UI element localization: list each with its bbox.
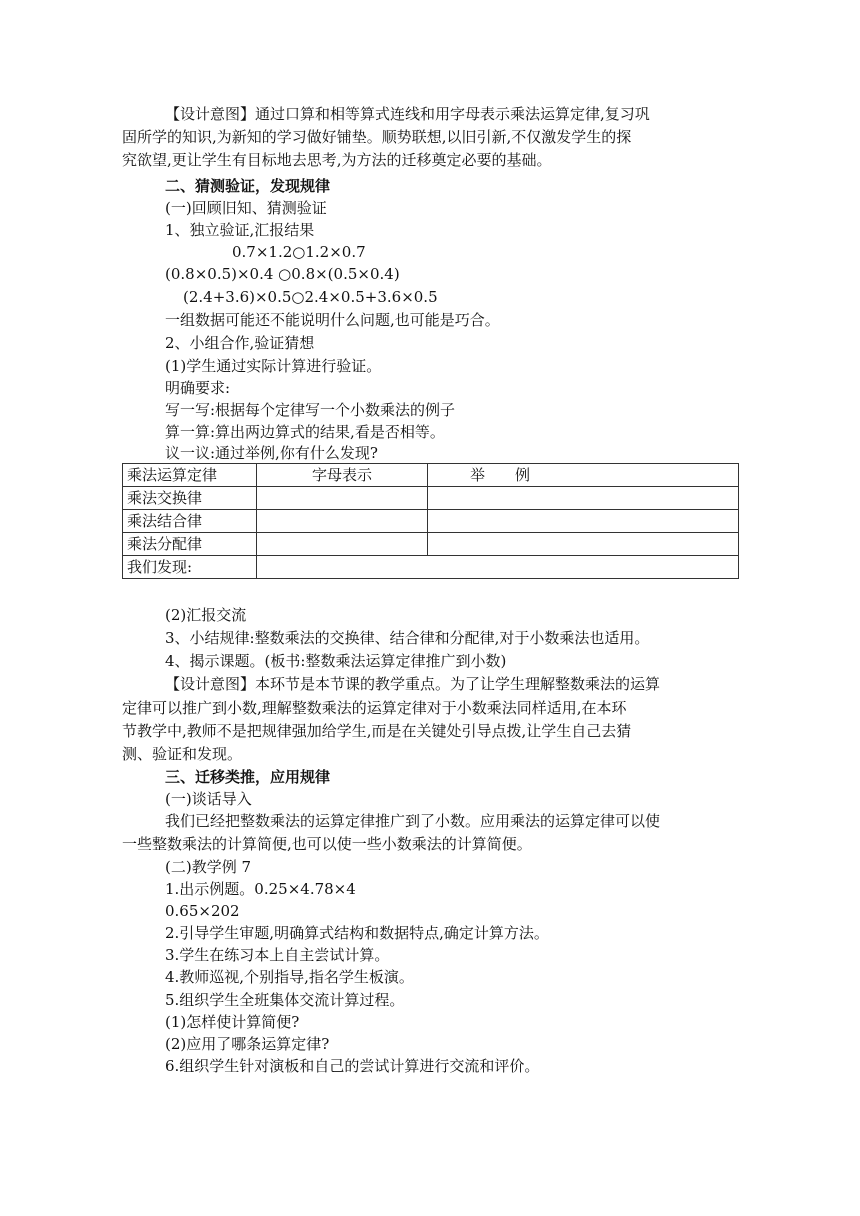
table-header-cell: 乘法运算定律 xyxy=(123,464,257,487)
table-row xyxy=(123,487,739,510)
design-intent-line-2: 固所学的知识,为新知的学习做好铺垫。顺势联想,以旧引新,不仅激发学生的探 xyxy=(122,128,632,146)
table-header-cell: 举 例 xyxy=(428,464,739,487)
table-row xyxy=(123,533,739,556)
step-1: 1、独立验证,汇报结果 xyxy=(165,221,315,239)
table-footer-cell xyxy=(257,556,739,579)
question-2: (2)应用了哪条运算定律? xyxy=(165,1035,330,1053)
step-2: 2、小组合作,验证猜想 xyxy=(165,334,315,352)
table-row xyxy=(123,510,739,533)
table-footer-label: 我们发现: xyxy=(123,556,257,579)
subsection-talk: (一)谈话导入 xyxy=(165,790,252,808)
report-exchange: (2)汇报交流 xyxy=(165,606,247,624)
requirements-label: 明确要求: xyxy=(165,379,231,397)
design-intent-2-line-3: 节教学中,教师不是把规律强加给学生,而是在关键处引导点拨,让学生自己去猜 xyxy=(122,722,632,740)
table-row-label: 乘法交换律 xyxy=(123,487,257,510)
talk-line-2: 一些整数乘法的计算简便,也可以使一些小数乘法的计算简便。 xyxy=(122,835,532,853)
example-step-2: 2.引导学生审题,明确算式结构和数据特点,确定计算方法。 xyxy=(165,924,549,942)
law-table xyxy=(122,463,739,579)
example-step-5: 5.组织学生全班集体交流计算过程。 xyxy=(165,991,405,1009)
table-header-row xyxy=(123,464,739,487)
table-cell-empty xyxy=(428,510,739,533)
design-intent-line-3: 究欲望,更让学生有目标地去思考,为方法的迁移奠定必要的基础。 xyxy=(122,151,552,169)
design-intent-line-1: 【设计意图】通过口算和相等算式连线和用字母表示乘法运算定律,复习巩 xyxy=(165,105,650,123)
table-footer-row xyxy=(123,556,739,579)
design-intent-2-line-1: 【设计意图】本环节是本节课的教学重点。为了让学生理解整数乘法的运算 xyxy=(165,675,661,693)
table-cell-empty xyxy=(257,533,428,556)
section-heading-2: 二、猜测验证，发现规律 xyxy=(165,177,331,195)
table-cell-empty xyxy=(428,487,739,510)
expression-2: (0.8×0.5)×0.4 ○0.8×(0.5×0.4) xyxy=(165,265,400,283)
note-coincidence: 一组数据可能还不能说明什么问题,也可能是巧合。 xyxy=(165,311,500,329)
section-heading-3: 三、迁移类推，应用规律 xyxy=(165,768,331,786)
requirement-calc: 算一算:算出两边算式的结果,看是否相等。 xyxy=(165,423,445,441)
subsection-1: (一)回顾旧知、猜测验证 xyxy=(165,199,327,217)
design-intent-2-line-2: 定律可以推广到小数,理解整数乘法的运算定律对于小数乘法同样适用,在本环 xyxy=(122,699,627,717)
step-3-summary: 3、小结规律:整数乘法的交换律、结合律和分配律,对于小数乘法也适用。 xyxy=(165,629,650,647)
requirement-write: 写一写:根据每个定律写一个小数乘法的例子 xyxy=(165,401,456,419)
table-cell-empty xyxy=(428,533,739,556)
table-row-label: 乘法结合律 xyxy=(123,510,257,533)
example-step-1: 1.出示例题。0.25×4.78×4 xyxy=(165,880,356,898)
requirement-discuss: 议一议:通过举例,你有什么发现? xyxy=(165,444,378,462)
example-expression-2: 0.65×202 xyxy=(165,902,240,920)
expression-3: (2.4+3.6)×0.5○2.4×0.5+3.6×0.5 xyxy=(183,288,438,306)
subsection-example-7: (二)教学例 7 xyxy=(165,858,252,876)
example-step-3: 3.学生在练习本上自主尝试计算。 xyxy=(165,946,390,964)
table-cell-empty xyxy=(257,510,428,533)
table-header-cell: 字母表示 xyxy=(257,464,428,487)
example-step-6: 6.组织学生针对演板和自己的尝试计算进行交流和评价。 xyxy=(165,1057,540,1075)
question-1: (1)怎样使计算简便? xyxy=(165,1013,300,1031)
talk-line-1: 我们已经把整数乘法的运算定律推广到了小数。应用乘法的运算定律可以使 xyxy=(165,812,661,830)
example-step-4: 4.教师巡视,个别指导,指名学生板演。 xyxy=(165,968,414,986)
design-intent-2-line-4: 测、验证和发现。 xyxy=(122,745,243,763)
table-cell-empty xyxy=(257,487,428,510)
step-4-topic: 4、揭示课题。(板书:整数乘法运算定律推广到小数) xyxy=(165,652,507,670)
expression-1: 0.7×1.2○1.2×0.7 xyxy=(232,243,366,261)
step-2-1: (1)学生通过实际计算进行验证。 xyxy=(165,357,382,375)
table-row-label: 乘法分配律 xyxy=(123,533,257,556)
